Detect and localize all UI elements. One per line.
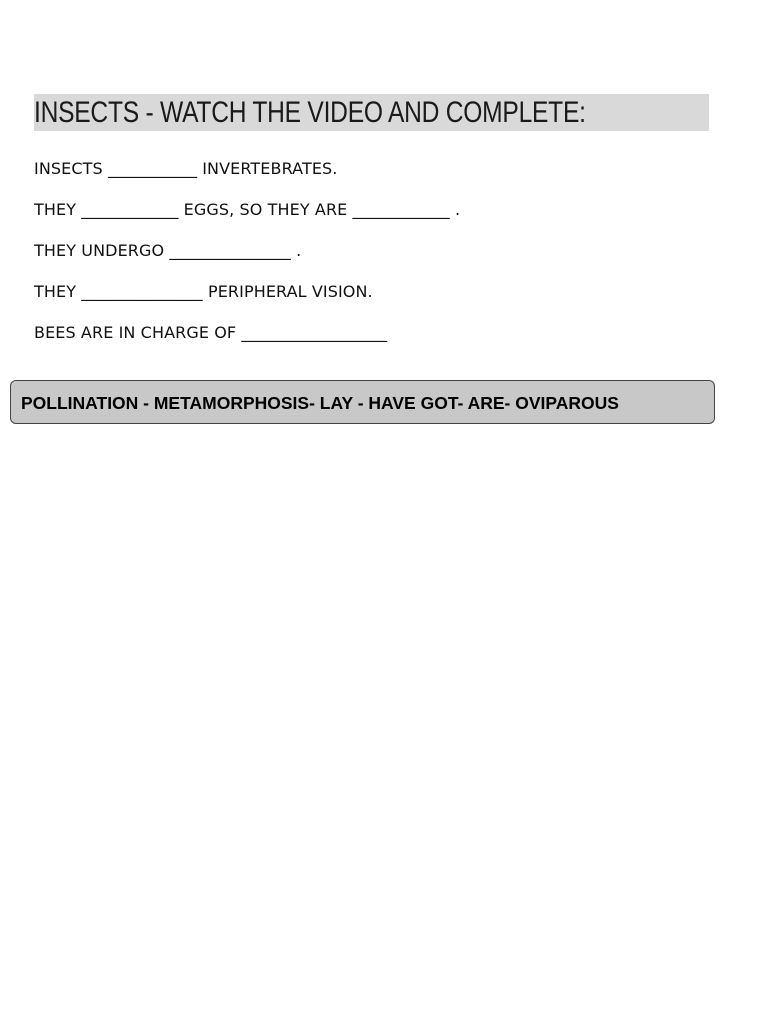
- word-bank-box: [10, 380, 715, 424]
- worksheet-title-text: INSECTS - WATCH THE VIDEO AND COMPLETE:: [34, 96, 586, 129]
- word-bank-text: POLLINATION - METAMORPHOSIS- LAY - HAVE GOT- ARE- OVIPAROUS: [21, 393, 619, 413]
- sentence-3: THEY UNDERGO _______________ .: [34, 241, 302, 260]
- sentence-4: THEY _______________ PERIPHERAL VISION.: [34, 282, 373, 301]
- sentence-5: BEES ARE IN CHARGE OF __________________: [34, 323, 388, 342]
- sentence-1: INSECTS ___________ INVERTEBRATES.: [34, 159, 338, 178]
- worksheet-title: [34, 94, 709, 131]
- sentence-2: THEY ____________ EGGS, SO THEY ARE ____________ .: [34, 200, 461, 219]
